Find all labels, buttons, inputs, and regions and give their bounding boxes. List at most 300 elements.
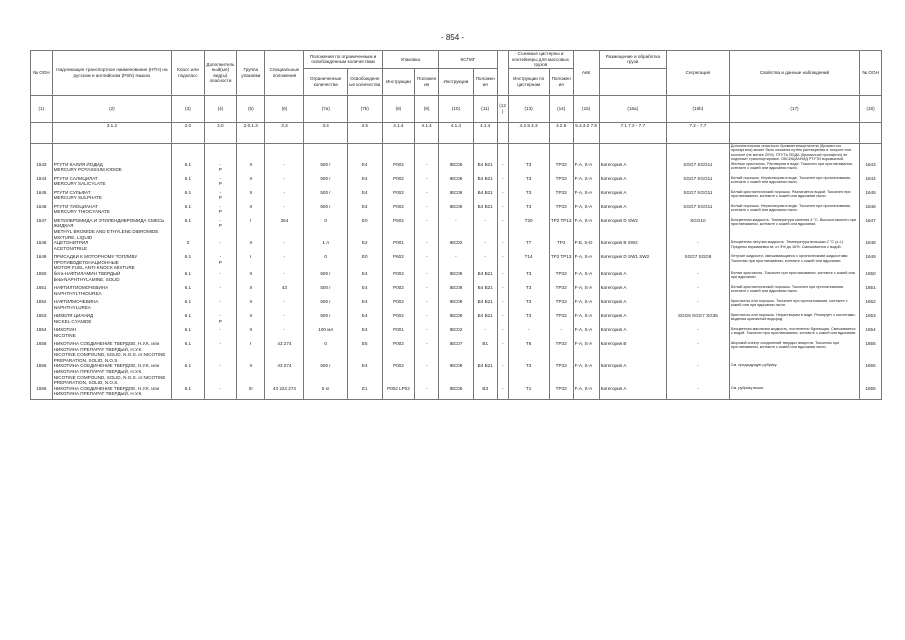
properties: См. предыдущую рубрику.	[729, 363, 859, 385]
ibc-provision: -	[473, 218, 497, 240]
hdr-ibc: КСГМГ	[439, 51, 498, 69]
ems: F-A, S-A	[573, 327, 599, 341]
empty-cell	[237, 143, 265, 162]
column-reference	[31, 122, 53, 143]
class: 6.1	[172, 176, 205, 190]
stowage: Категория A	[599, 363, 666, 385]
subsidiary-risk	[204, 218, 237, 240]
packing-instruction: P002	[382, 204, 415, 218]
limited-quantity: 0	[304, 254, 347, 271]
excepted-quantity: E4	[347, 313, 382, 327]
packing-provision: -	[415, 285, 439, 299]
column-reference: 3.4	[304, 122, 347, 143]
segregation: SGG6 SGG7 SG35	[666, 313, 729, 327]
un-number-right: 1655	[860, 386, 882, 400]
tank-instruction: T3	[508, 271, 549, 285]
ems: F-A, S-A	[573, 363, 599, 385]
column-reference: 7.2 - 7.7	[666, 122, 729, 143]
table-row	[31, 341, 882, 363]
hdr-class: Класс или подкласс	[172, 51, 205, 96]
packing-instruction: P002	[382, 285, 415, 299]
hdr-tank-provisions: Положения	[549, 68, 573, 95]
column-12: -	[497, 363, 508, 385]
limited-quantity: 500 г	[304, 176, 347, 190]
proper-shipping-name	[52, 285, 171, 299]
column-numbers	[31, 95, 882, 143]
hdr-packing-provisions: Положения	[415, 68, 439, 95]
column-reference: 2.0	[204, 122, 237, 143]
limited-quantity: 500 г	[304, 299, 347, 313]
excepted-quantity: E4	[347, 327, 382, 341]
column-reference: 4.2.5	[549, 122, 573, 143]
column-12: -	[497, 204, 508, 218]
name-english: NICKEL CYANIDE	[53, 318, 92, 324]
segregation: SGG7 SGG11	[666, 162, 729, 176]
column-reference	[729, 122, 859, 143]
proper-shipping-name	[52, 218, 171, 240]
class: 6.1	[172, 218, 205, 240]
name-russian: НАФТИЛТИОМОЧЕВИНА	[53, 284, 109, 290]
stowage: Категория D SW2	[599, 218, 666, 240]
excepted-quantity: E0	[347, 218, 382, 240]
name-russian: НИКЕЛЯ ЦИАНИД	[53, 312, 94, 318]
limited-quantity: 500 г	[304, 285, 347, 299]
tank-instruction: T3	[508, 204, 549, 218]
proper-shipping-name	[52, 313, 171, 327]
class: 6.1	[172, 204, 205, 218]
un-number-right: 1654	[860, 327, 882, 341]
subsidiary-risk-value: -	[219, 240, 222, 246]
ems: F-A, S-A	[573, 386, 599, 400]
properties: Бесцветная летучая жидкость. Температура вспышки 2 °С (з.т.). Пределы взрываемости: от 3% до 16%. Смешивается с водой.	[729, 240, 859, 254]
ibc-instruction: IBC02	[439, 240, 474, 254]
ems: F-A, S-A	[573, 162, 599, 176]
tank-provision: TP2 TP13	[549, 218, 573, 240]
hdr-name: Надлежащее транспортное наименование (НТН) на русском и английском (PSN) языках	[52, 51, 171, 96]
subsidiary-risk-value: -	[219, 203, 222, 209]
hdr-tank: Съемные цистерны и контейнеры для массовых грузов	[508, 51, 573, 69]
column-number: (5)	[237, 95, 265, 122]
tank-instruction: T3	[508, 285, 549, 299]
hdr-stowage: Размещение и обработка груза	[599, 51, 666, 69]
column-number: (1)	[31, 95, 53, 122]
packing-instruction: P002	[382, 271, 415, 285]
subsidiary-risk-value: -	[219, 161, 222, 167]
name-russian: РТУТИ САЛИЦИЛАТ	[53, 175, 98, 181]
tank-provision: TP33	[549, 341, 573, 363]
segregation: -	[666, 299, 729, 313]
ibc-provision: B4 B21	[473, 162, 497, 176]
un-number-right: 1648	[860, 240, 882, 254]
tank-instruction: T7	[508, 240, 549, 254]
stowage: Категория А	[599, 204, 666, 218]
subsidiary-risk-value: -	[219, 254, 222, 260]
tank-provision: TP33	[549, 162, 573, 176]
hdr-tank-instructions: Инструкции по цистернам	[508, 68, 549, 95]
intro-note-row	[31, 143, 882, 162]
packing-provision: -	[415, 162, 439, 176]
special-provisions: 43	[265, 285, 304, 299]
packing-provision: -	[415, 327, 439, 341]
packing-group: II	[237, 363, 265, 385]
column-number: (16b)	[666, 95, 729, 122]
ibc-instruction: -	[439, 218, 474, 240]
un-number-right: 1644	[860, 176, 882, 190]
tank-instruction: T3	[508, 313, 549, 327]
name-english: NICOTINE COMPOUND, SOLID, N.O.S. or NICOTINE PREPARATION, SOLID, N.O.S.	[53, 374, 166, 386]
special-provisions: -	[265, 190, 304, 204]
ibc-provision: -	[473, 327, 497, 341]
ems: F-A, S-A	[573, 271, 599, 285]
column-reference: 2.0.1.3	[237, 122, 265, 143]
properties: Белый порошок. Нерастворим в воде. Токсичен при проглатывании, контакте с кожей или вдыхании пыли.	[729, 204, 859, 218]
subsidiary-risk-value: -	[219, 363, 222, 369]
marine-pollutant-mark: P	[218, 223, 222, 229]
un-number: 1651	[31, 285, 53, 299]
column-reference	[497, 122, 508, 143]
column-number: (18)	[860, 95, 882, 122]
packing-group: I	[237, 254, 265, 271]
ems: F-A, S-A	[573, 254, 599, 271]
empty-cell	[860, 143, 882, 162]
name-english: NAPHTHYLUREA	[53, 304, 91, 310]
ibc-provision: B4 B21	[473, 313, 497, 327]
special-provisions: 43 274	[265, 341, 304, 363]
special-provisions: -	[265, 327, 304, 341]
hdr-stowage-sub	[599, 68, 666, 95]
packing-group: II	[237, 204, 265, 218]
column-number: (3)	[172, 95, 205, 122]
ibc-instruction: IBC08	[439, 363, 474, 385]
name-english: MERCURY SALICYLATE	[53, 181, 106, 187]
subsidiary-risk	[204, 254, 237, 271]
tank-provision: TP33	[549, 285, 573, 299]
table-row	[31, 299, 882, 313]
limited-quantity: 500 г	[304, 313, 347, 327]
segregation: -	[666, 341, 729, 363]
segregation: -	[666, 285, 729, 299]
un-number: 1650	[31, 271, 53, 285]
packing-instruction: P002	[382, 313, 415, 327]
segregation: -	[666, 271, 729, 285]
limited-quantity: 500 г	[304, 363, 347, 385]
column-number: (4)	[204, 95, 237, 122]
ibc-instruction: IBC08	[439, 386, 474, 400]
stowage: Категория B SW2	[599, 240, 666, 254]
tank-instruction: T1	[508, 386, 549, 400]
packing-instruction: P002	[382, 363, 415, 385]
stowage: Категория А	[599, 162, 666, 176]
hdr-ems: АвК	[573, 51, 599, 96]
un-number: 1653	[31, 313, 53, 327]
table-row	[31, 176, 882, 190]
column-12: -	[497, 190, 508, 204]
packing-instruction: P602	[382, 254, 415, 271]
subsidiary-risk-value: -	[219, 175, 222, 181]
subsidiary-risk	[204, 162, 237, 176]
properties: Кристаллы или порошок. Токсичен при проглатывании, контакте с кожей или при вдыхании пыли.	[729, 299, 859, 313]
excepted-quantity: E4	[347, 190, 382, 204]
packing-provision: -	[415, 190, 439, 204]
packing-group: II	[237, 240, 265, 254]
ems: F-A, S-A	[573, 176, 599, 190]
proper-shipping-name	[52, 240, 171, 254]
class: 6.1	[172, 271, 205, 285]
empty-cell	[172, 143, 205, 162]
class: 6.1	[172, 254, 205, 271]
un-number: 1645	[31, 190, 53, 204]
special-provisions: -	[265, 254, 304, 271]
un-number: 1648	[31, 240, 53, 254]
packing-provision: -	[415, 240, 439, 254]
excepted-quantity: E4	[347, 204, 382, 218]
hdr-special-provisions: Специальные положения	[265, 51, 304, 96]
empty-cell	[439, 143, 474, 162]
ibc-provision: B4 B21	[473, 204, 497, 218]
name-russian: НАФТИЛМОЧЕВИНА	[53, 298, 99, 304]
ibc-instruction: IBC07	[439, 341, 474, 363]
tank-provision: TP33	[549, 363, 573, 385]
packing-provision: -	[415, 254, 439, 271]
hdr-ibc-instructions: Инструкции	[439, 68, 474, 95]
column-12: -	[497, 271, 508, 285]
column-reference: 3.1.2	[52, 122, 171, 143]
name-russian: ПРИСАДКИ К МОТОРНОМУ ТОПЛИВУ ПРОТИВОДЕТОНАЦИОННЫЕ	[53, 254, 138, 265]
ibc-instruction: IBC08	[439, 162, 474, 176]
proper-shipping-name	[52, 386, 171, 400]
class: 6.1	[172, 313, 205, 327]
table-row	[31, 271, 882, 285]
packing-instruction: P002	[382, 190, 415, 204]
tank-provision: TP33	[549, 176, 573, 190]
hdr-properties: Свойства и данные наблюдений	[729, 51, 859, 96]
intro-note: Дополнительная опасность бромметилацетилена (бромистого пропаргила) может быть снижена путём растворения в толуоле или ксилоле (не менее 20%). ПТУТЬ ВОДА (бромистый пропаргил) не подлежит транспортировке. ОКСИЦИАНИД РТУТИ взрывчатый.	[729, 143, 859, 162]
hdr-subrisk: Дополнительный(ые) вид(ы) опасности	[204, 51, 237, 96]
name-english: MERCURY SULPHATE	[53, 195, 102, 201]
subsidiary-risk-value: -	[219, 189, 222, 195]
subsidiary-risk	[204, 285, 237, 299]
packing-provision: -	[415, 271, 439, 285]
name-english: MOTOR FUEL ANTI-KNOCK MIXTURE	[53, 265, 135, 271]
column-number: (10)	[439, 95, 474, 122]
column-reference: 4.1.4	[439, 122, 474, 143]
limited-quantity: 1 л	[304, 240, 347, 254]
excepted-quantity: E5	[347, 341, 382, 363]
proper-shipping-name	[52, 327, 171, 341]
packing-instruction: P002	[382, 341, 415, 363]
properties: Белый порошок. Нерастворим в воде. Токсичен при проглатывании, контакте с кожей или вдыхании пыли.	[729, 176, 859, 190]
column-number: (12)	[497, 95, 508, 122]
tank-provision: TP33	[549, 271, 573, 285]
hdr-ibc-provisions: Положения	[473, 68, 497, 95]
packing-provision: -	[415, 313, 439, 327]
column-reference: 7.1 7.2 - 7.7	[599, 122, 666, 143]
segregation: SGG7 SGG9	[666, 254, 729, 271]
column-reference: 4.1.4	[415, 122, 439, 143]
properties: Белый кристаллический порошок. Токсичен при проглатывании, контакте с кожей или вдыхании пыли.	[729, 285, 859, 299]
column-reference	[860, 122, 882, 143]
un-number: 1655	[31, 363, 53, 385]
properties: Бесцветная масляная жидкость, постепенно буреющая. Смешивается с водой. Токсичен при проглатывании, контакте с кожей или вдыхании.	[729, 327, 859, 341]
table-row	[31, 240, 882, 254]
table-row	[31, 204, 882, 218]
ibc-instruction: IBC08	[439, 176, 474, 190]
empty-cell	[666, 143, 729, 162]
stowage: Категория A	[599, 386, 666, 400]
tank-provision: TP33	[549, 299, 573, 313]
limited-quantity: 500 г	[304, 190, 347, 204]
column-12: -	[497, 218, 508, 240]
subsidiary-risk-value: -	[219, 340, 222, 346]
ibc-provision: -	[473, 240, 497, 254]
excepted-quantity: E1	[347, 386, 382, 400]
un-number-right: 1651	[860, 285, 882, 299]
limited-quantity: 5 кг	[304, 386, 347, 400]
packing-group: III	[237, 386, 265, 400]
ibc-instruction: IBC08	[439, 271, 474, 285]
special-provisions: -	[265, 313, 304, 327]
packing-provision: -	[415, 299, 439, 313]
packing-instruction: P002	[382, 176, 415, 190]
excepted-quantity: E4	[347, 271, 382, 285]
subsidiary-risk	[204, 363, 237, 385]
un-number-right: 1645	[860, 190, 882, 204]
tank-instruction: T6	[508, 341, 549, 363]
marine-pollutant-mark: P	[218, 209, 222, 215]
class: 6.1	[172, 386, 205, 400]
subsidiary-risk-value: -	[219, 385, 222, 391]
proper-shipping-name	[52, 341, 171, 363]
marine-pollutant-mark: P	[218, 259, 222, 265]
ibc-instruction: IBC08	[439, 299, 474, 313]
column-12: -	[497, 176, 508, 190]
name-english: NAPHTHYLTHIOUREA	[53, 290, 102, 296]
marine-pollutant-mark: P	[218, 195, 222, 201]
stowage: Категория D SW1 SW2	[599, 254, 666, 271]
hdr-packing-group: Группа упаковки	[237, 51, 265, 96]
limited-quantity: 500 г	[304, 271, 347, 285]
name-english: beta-NAPHTHYLAMINE, SOLID	[53, 276, 120, 282]
name-english: ACETONITRILE	[53, 245, 88, 251]
hdr-no-right: № ООН	[860, 51, 882, 96]
subsidiary-risk-value: -	[219, 284, 222, 290]
special-provisions: -	[265, 240, 304, 254]
proper-shipping-name	[52, 162, 171, 176]
excepted-quantity: E4	[347, 299, 382, 313]
segregation: SGG7 SGG11	[666, 190, 729, 204]
un-number-right: 1655	[860, 363, 882, 385]
stowage: Категория А	[599, 176, 666, 190]
name-russian: бета-НАФТИЛАМИН ТВЕРДЫЙ	[53, 270, 121, 276]
properties: Бесцветная жидкость. Температура кипения 4 °С. Высокотоксичен при проглатывании, контакте с кожей или вдыхании.	[729, 218, 859, 240]
properties: Белые кристаллы. Токсичен при проглатывании, контакте с кожей или при вдыхании.	[729, 271, 859, 285]
segregation: SGG7 SGG11	[666, 204, 729, 218]
empty-cell	[573, 143, 599, 162]
empty-cell	[382, 143, 415, 162]
excepted-quantity: E4	[347, 363, 382, 385]
empty-cell	[473, 143, 497, 162]
class: 3	[172, 240, 205, 254]
name-russian: НИКОТИНА СОЕДИНЕНИЕ ТВЕРДОЕ, Н.У.К. или НИКОТИНА ПРЕПАРАТ ТВЕРДЫЙ, Н.У.К.	[53, 385, 160, 397]
column-12: -	[497, 240, 508, 254]
packing-group: II	[237, 285, 265, 299]
packing-group: II	[237, 327, 265, 341]
segregation: SGG7 SGG11	[666, 176, 729, 190]
segregation: -	[666, 386, 729, 400]
hdr-packing-instructions: Инструкции	[382, 68, 415, 95]
special-provisions: -	[265, 299, 304, 313]
name-russian: НИКОТИНА СОЕДИНЕНИЕ ТВЕРДОЕ, Н.У.К. или НИКОТИНА ПРЕПАРАТ ТВЕРДЫЙ, Н.У.К.	[53, 340, 160, 352]
column-12: -	[497, 341, 508, 363]
ibc-provision: B4 B21	[473, 271, 497, 285]
excepted-quantity: E4	[347, 162, 382, 176]
ibc-instruction: IBC02	[439, 327, 474, 341]
special-provisions: 354	[265, 218, 304, 240]
name-english: METHYL BROMIDE AND ETHYLENE DIBROMIDE MIXTURE, LIQUID	[53, 228, 159, 240]
column-number: (7b)	[347, 95, 382, 122]
segregation: -	[666, 240, 729, 254]
name-russian: РТУТИ СУЛЬФАТ	[53, 189, 91, 195]
column-reference: 3.3	[265, 122, 304, 143]
hdr-lq-group: Положения по ограниченным и освобожденным количествам	[304, 51, 382, 69]
un-number-right: 1647	[860, 218, 882, 240]
limited-quantity: 0	[304, 218, 347, 240]
tank-instruction: T3	[508, 176, 549, 190]
un-number-right: 1653	[860, 313, 882, 327]
ibc-instruction: IBC08	[439, 204, 474, 218]
column-reference: 2.0	[172, 122, 205, 143]
ems: F-A, S-A	[573, 341, 599, 363]
ems: F-A, S-A	[573, 299, 599, 313]
tank-provision: TP33	[549, 386, 573, 400]
packing-provision: -	[415, 204, 439, 218]
un-number: 1646	[31, 204, 53, 218]
un-number: 1649	[31, 254, 53, 271]
tank-instruction: T20	[508, 218, 549, 240]
ems: F-A, S-A	[573, 313, 599, 327]
column-12: -	[497, 299, 508, 313]
subsidiary-risk	[204, 327, 237, 341]
column-number: (14)	[549, 95, 573, 122]
column-12: -	[497, 386, 508, 400]
ibc-instruction: -	[439, 254, 474, 271]
ibc-instruction: IBC08	[439, 190, 474, 204]
limited-quantity: 0	[304, 341, 347, 363]
packing-group: II	[237, 313, 265, 327]
ibc-provision: -	[473, 254, 497, 271]
excepted-quantity: E2	[347, 240, 382, 254]
properties: Желтые кристаллы. Растворим в воде. Токсичен при проглатывании, контакте с кожей или вдыхании пыли.	[729, 162, 859, 176]
tank-provision: TP2 TP13	[549, 254, 573, 271]
subsidiary-risk-value: -	[219, 217, 222, 223]
name-russian: НИКОТИН	[53, 326, 76, 332]
ems: F-A, S-A	[573, 218, 599, 240]
marine-pollutant-mark: P	[218, 181, 222, 187]
column-number: (16a)	[599, 95, 666, 122]
segregation: -	[666, 363, 729, 385]
ems: F-A, S-A	[573, 204, 599, 218]
subsidiary-risk	[204, 299, 237, 313]
ibc-provision: B4 B21	[473, 190, 497, 204]
name-english: NICOTINE COMPOUND, SOLID, N.O.S. or NICOTINE PREPARATION, SOLID, N.O.S.	[53, 352, 166, 363]
hdr-col12	[497, 51, 508, 96]
excepted-quantity: E4	[347, 285, 382, 299]
subsidiary-risk-value: -	[219, 298, 222, 304]
class: 6.1	[172, 162, 205, 176]
hdr-excepted-quantity: Освобожденные количества	[347, 68, 382, 95]
ibc-provision: B4 B21	[473, 363, 497, 385]
stowage: Категория A	[599, 285, 666, 299]
